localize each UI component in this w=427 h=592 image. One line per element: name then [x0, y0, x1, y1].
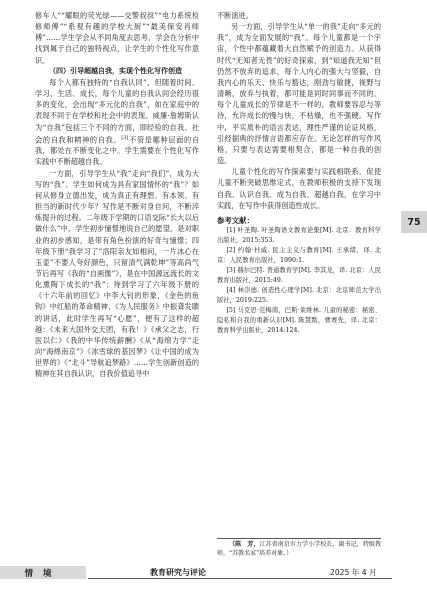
reference-item: [2] 约翰·杜威. 民主主义与教育[M]. 王承绪，译. 北京：人民教育出版社，1990:1. — [217, 246, 381, 264]
footer-section-label: 情境 — [0, 566, 86, 579]
page-number-tab: 75 — [401, 211, 427, 233]
citation-marker: [3] — [121, 134, 129, 141]
footer-journal-title: 教育研究与评论 — [150, 568, 206, 577]
reference-item: [3] 赫尔巴特. 普通教育学[M]. 李其龙，译. 北京：人民教育出版社，2015:49. — [217, 266, 381, 284]
reference-item: [1] 叶圣陶. 叶圣陶语文教育论集[M]. 北京：教育科学出版社，2015:353. — [217, 226, 381, 244]
footer-issue-date: 2025 年 4 月 — [330, 568, 377, 577]
section-heading: （四）引导超越自我，实现个性化写作创造 — [49, 66, 182, 75]
references-heading: 参考文献： — [217, 215, 254, 225]
paragraph-text: 每个人都有独特的“自我认同”，但随着时间、学习、生活、成长，每个儿童的自我认同会经历很多的变化，会出现“多元化的自我”，如在家庭中的表现不同于在学校和社会中的表现。威廉·詹姆斯认为“自我”包括三个不同的方面，即经验的自我、社会的自我和精神的自我。 — [35, 77, 199, 145]
paragraph: 修车人”“耀眼的荧光绿——交警叔叔”“电力系统检修师傅”“系观有趣的学校大厨”“最美保安肖师傅”……学生学会从不同角度去思考，学会在分析中找到属于自己的独特视点，让学生的个性化写作意识。 — [35, 11, 199, 65]
author-bio — [217, 538, 381, 559]
paragraph: 儿童个性化的写作探索要与实践相联系，促使儿童不断突破思维定式，在教师积极的支持下发现自我、认识自我、成为自我、超越自我，在学习中实践，在写作中获得创造性成长。 — [217, 167, 381, 210]
paragraph — [35, 77, 199, 168]
references-list — [217, 226, 381, 336]
author-description: 江苏省南京市力学小学校长，副书记，特级教师，“苏教名家”培养对象。） — [217, 541, 381, 557]
paragraph: 另一方面，引导学生从“单一的我”走向“多元的我”，成为全面发展的“我”。每个儿童都是一个宇宙，个性中都蕴藏着大自然赋予的创造力。从获得时代“无知者无畏”的好奇探索，到“知道我无知”但仍然不放弃的追求，每个人内心的强大与坚毅，自我内心的乐天、快乐与豁达，刚劲与敏捷，视野与清晰，放弃与执着，都可能是同时同事而不同的。每个儿童成长的节律是不一样的，教师要容忍与等待，允许成长的慢与快，不枯燥，也不强硬。写作中，平实质朴的语言表达，理性严谨的论证风格，引经据典的抒情言语都应存在。无论怎样的写作风格，只要与表达需要相契合，都是一种自我的创造。 — [217, 22, 381, 166]
right-column — [217, 10, 381, 336]
paragraph: 不断演进。 — [217, 11, 253, 20]
paragraph: 一方面，引导学生从“我”走向“我们”，成为大写的“我”。学生如何成为具有家国情怀的“我”？如何从修身立德出发，成为真正有理想、有本领、有担当的新时代少年？写作是不断对身自问，不断淬炼提升的过程。二年级下学期的口语交际“长大以后做什么”中，学生初步憧憬地说自己的愿望，是对职业的初步感知，是带有角色扮演的好奇与憧憬；四年级下册“我学习了”洛阳亲友如相问，一片冰心在玉壶”不要人夸好颜色，只留清气满乾坤”等高尚气节后再写《我的“自画像”》，是在中国源远流长的文化熏陶下成长的“我”；待到学习了六年级下册的《十六年前的回忆》中李大钊的形象，《金色的鱼钩》中红船的革命精神、《为人民服务》中振聋发聩的讲话，此时学生再写“心愿”，便有了这样的超越：《未来大国外交天团，有我！》《承父之志，行医以仁》《我的中华传统薪酬》《从“海绵力学”走向“海绵南京”》《冰雪球的基因梦》《让中国的成为世界的》《“北斗”导航追梦路》……学生创新创造的精神在其自我认识，自我价值追寻中 — [35, 168, 199, 379]
reference-item: [4] 林崇德. 创造性心理学[M]. 北京：北京师范大学出版社，2019:225. — [217, 286, 381, 304]
page-footer — [0, 563, 427, 581]
author-name: （陈 芳， — [229, 541, 260, 548]
paragraph-text: 不管是哪种层面的自我，都处在不断变化之中。学生需要在个性化写作实践中不断超越自我。 — [35, 135, 199, 167]
left-column — [35, 10, 199, 380]
reference-item: [5] 马克思·范梅南，巴斯·莱维林. 儿童的秘密：秘密、隐私和自我的重新认识[M]. 陈慧黠，曹赛先，译. 北京：教育科学出版社，2014:124. — [217, 306, 381, 334]
footer-divider — [88, 578, 392, 579]
